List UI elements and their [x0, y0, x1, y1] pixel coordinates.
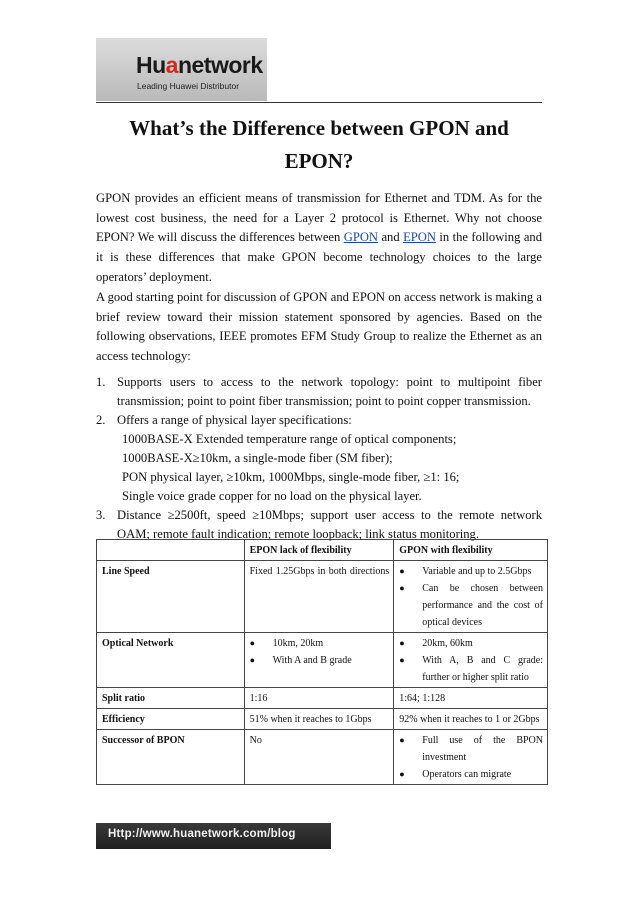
- list-item: 1. Supports users to access to the network topology: point to multipoint fiber transmission; point to point fiber transmission; point to point copper transmission.: [96, 375, 542, 408]
- epon-cell: [244, 633, 394, 688]
- list-item: ● With A, B and C grade: further or higher split ratio: [399, 652, 543, 686]
- list-item: 3. Distance ≥2500ft, speed ≥10Mbps; support user access to the remote network OAM; remote fault indication; remote loopback; link status monitoring.: [96, 508, 542, 541]
- epon-cell: Fixed 1.25Gbps in both directions: [244, 561, 394, 633]
- table-row: [97, 730, 548, 785]
- epon-cell: No: [244, 730, 394, 785]
- epon-cell: 1:16: [244, 688, 394, 709]
- row-label: Split ratio: [97, 688, 245, 709]
- gpon-cell: [394, 561, 548, 633]
- sub-item: 1000BASE-X Extended temperature range of optical components;: [122, 432, 457, 446]
- epon-cell: 51% when it reaches to 1Gbps: [244, 709, 394, 730]
- table-header: [97, 540, 245, 561]
- header-divider: [96, 102, 542, 103]
- list-item: 2. Offers a range of physical layer specifications: 1000BASE-X Extended temperature range of optical components; 1000BASE-X≥10km, a single-mode fiber (SM fiber); PON physical layer, ≥10km, 1000Mbps, single-mode fiber, ≥1: 16; Single voice grade copper for no load on the physical layer.: [96, 411, 542, 506]
- footer-url: Http://www.huanetwork.com/blog: [108, 828, 296, 840]
- requirements-list: [96, 373, 542, 544]
- logo-wordmark: Huanetwork: [136, 52, 263, 78]
- footer-banner: [96, 823, 331, 849]
- row-label: Successor of BPON: [97, 730, 245, 785]
- row-label: Optical Network: [97, 633, 245, 688]
- gpon-cell: 92% when it reaches to 1 or 2Gbps: [394, 709, 548, 730]
- epon-link[interactable]: EPON: [403, 230, 436, 245]
- table-row: [97, 561, 548, 633]
- gpon-cell: [394, 633, 548, 688]
- overview-paragraph: A good starting point for discussion of GPON and EPON on access network is making a brief review toward their mission statement sponsored by agencies. Based on the following observations, IEEE promotes EFM Study Group to realize the Ethernet as an access technology:: [96, 290, 542, 364]
- list-item: ● Operators can migrate: [399, 766, 543, 783]
- table-row: [97, 688, 548, 709]
- list-item: ● 20km, 60km: [399, 635, 543, 652]
- list-item: ● With A and B grade: [250, 652, 390, 669]
- table-header: GPON with flexibility: [394, 540, 548, 561]
- comparison-table: [96, 539, 548, 785]
- table-row: [97, 633, 548, 688]
- sub-item: Single voice grade copper for no load on the physical layer.: [122, 489, 422, 503]
- page-title: What’s the Difference between GPON and EPON?: [129, 116, 509, 173]
- list-item: ● Full use of the BPON investment: [399, 732, 543, 766]
- intro-paragraph: GPON provides an efficient means of transmission for Ethernet and TDM. As for the lowest cost business, the need for a Layer 2 protocol is Ethernet. Why not choose EPON? We will discuss the differences between GPON and EPON in the following and it is these differences that make GPON become technology choices to the large operators’ deployment.: [96, 191, 543, 284]
- table-header: EPON lack of flexibility: [244, 540, 394, 561]
- logo-tagline: Leading Huawei Distributor: [137, 81, 240, 91]
- table-header-row: [97, 540, 548, 561]
- list-item: ● 10km, 20km: [250, 635, 390, 652]
- logo: [96, 38, 267, 101]
- list-item: ● Can be chosen between performance and the cost of optical devices: [399, 580, 543, 631]
- sub-item: PON physical layer, ≥10km, 1000Mbps, single-mode fiber, ≥1: 16;: [122, 470, 460, 484]
- row-label: Line Speed: [97, 561, 245, 633]
- gpon-cell: 1:64; 1:128: [394, 688, 548, 709]
- gpon-cell: [394, 730, 548, 785]
- row-label: Efficiency: [97, 709, 245, 730]
- gpon-link[interactable]: GPON: [343, 230, 379, 245]
- sub-item: 1000BASE-X≥10km, a single-mode fiber (SM fiber);: [122, 451, 393, 465]
- table-row: [97, 709, 548, 730]
- list-item: ● Variable and up to 2.5Gbps: [399, 563, 543, 580]
